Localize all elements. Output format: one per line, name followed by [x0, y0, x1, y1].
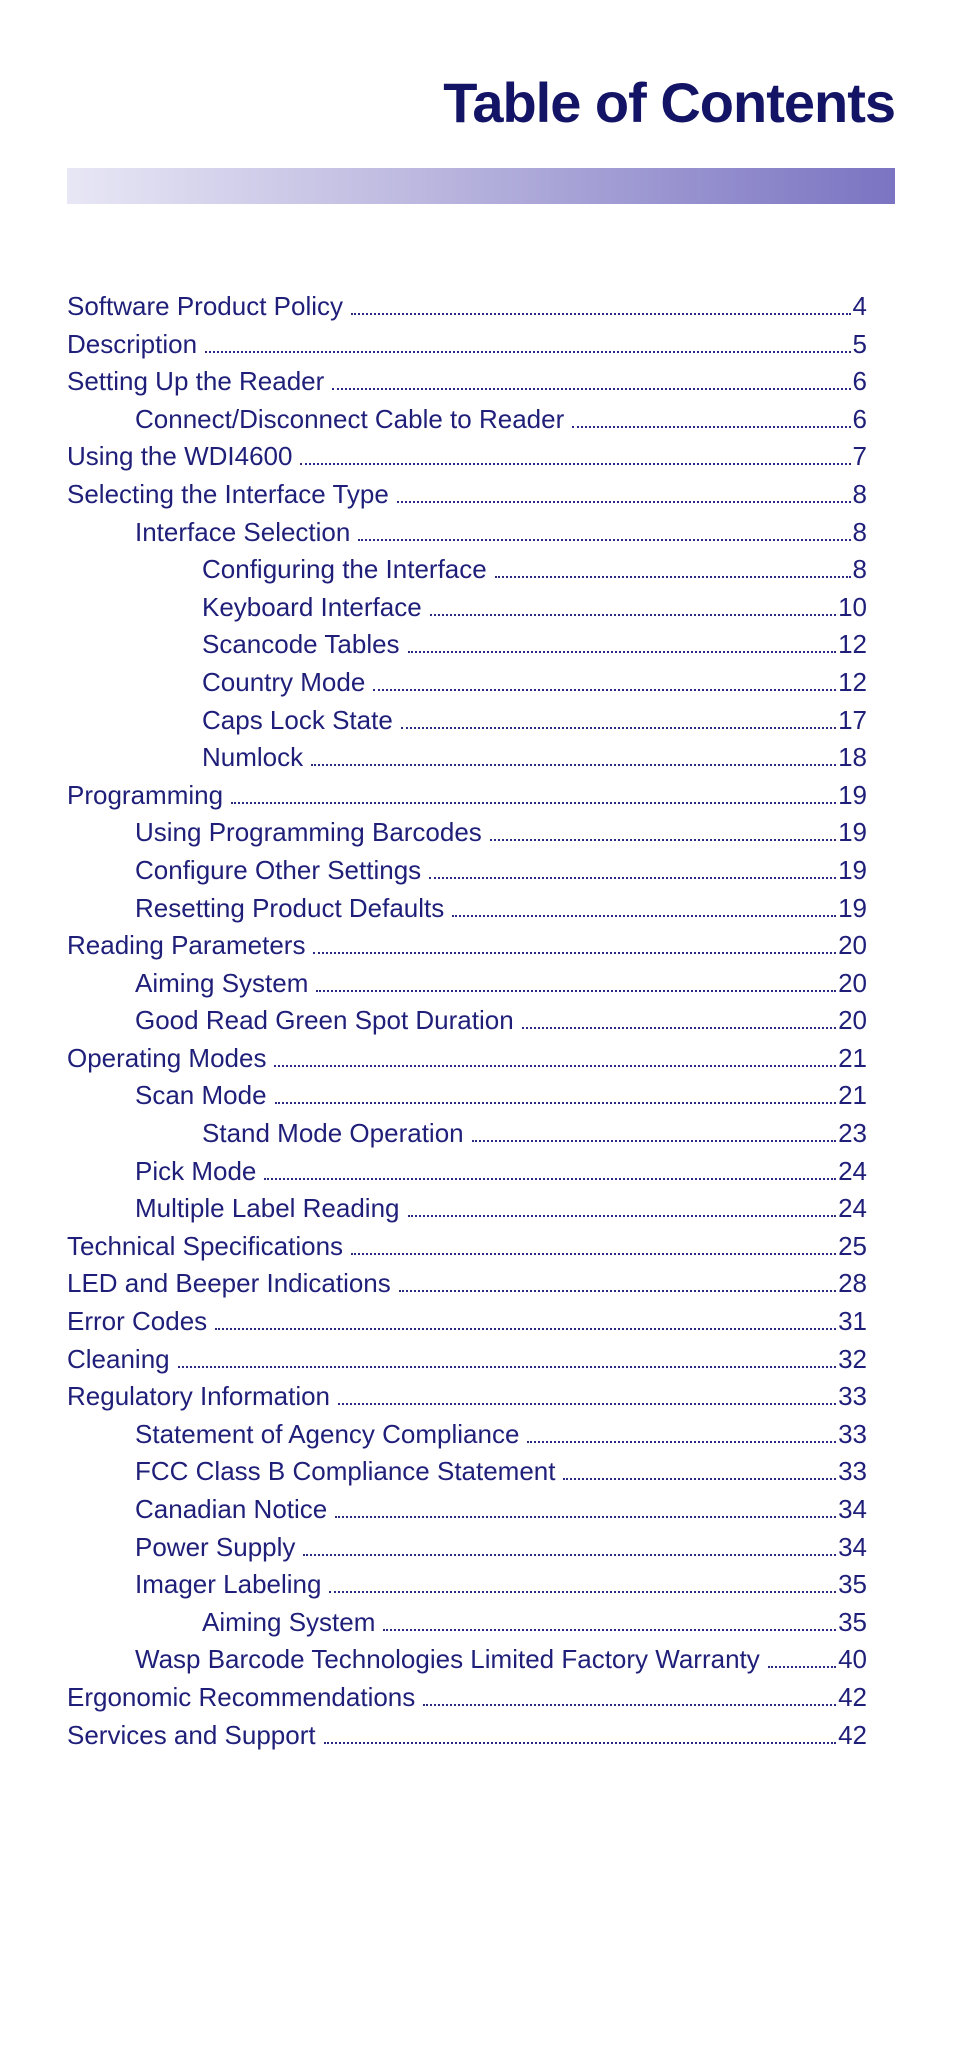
toc-entry[interactable] [67, 476, 867, 514]
toc-entry-label: Statement of Agency Compliance [135, 1418, 520, 1449]
toc-entry-page-number: 42 [838, 1719, 867, 1750]
toc-entry[interactable] [67, 1228, 867, 1266]
toc-entry-label: Scan Mode [135, 1080, 267, 1111]
toc-entry-page-number: 8 [852, 516, 867, 547]
toc-entry[interactable] [67, 1679, 867, 1717]
toc-dot-leader [768, 1666, 836, 1668]
toc-entry[interactable] [67, 1265, 867, 1303]
toc-entry[interactable] [67, 890, 867, 928]
toc-entry[interactable] [67, 739, 867, 777]
toc-entry-page-number: 35 [838, 1606, 867, 1637]
toc-dot-leader [408, 1215, 837, 1217]
toc-entry-page-number: 19 [838, 854, 867, 885]
toc-entry[interactable] [67, 1491, 867, 1529]
toc-dot-leader [332, 388, 850, 390]
toc-entry[interactable] [67, 965, 867, 1003]
toc-dot-leader [452, 915, 836, 917]
toc-entry-label: Interface Selection [135, 516, 351, 547]
toc-entry-label: Using the WDI4600 [67, 441, 293, 472]
toc-list [67, 288, 867, 1754]
toc-entry[interactable] [67, 1115, 867, 1153]
toc-dot-leader [522, 1027, 836, 1029]
toc-dot-leader [373, 689, 836, 691]
toc-entry[interactable] [67, 1153, 867, 1191]
toc-entry[interactable] [67, 1717, 867, 1755]
toc-entry-page-number: 42 [838, 1681, 867, 1712]
toc-entry-label: Regulatory Information [67, 1381, 331, 1412]
toc-entry-label: Resetting Product Defaults [135, 892, 445, 923]
toc-entry-label: Caps Lock State [202, 704, 393, 735]
toc-entry-page-number: 8 [852, 554, 867, 585]
toc-dot-leader [338, 1403, 836, 1405]
toc-entry[interactable] [67, 626, 867, 664]
toc-entry-label: Good Read Green Spot Duration [135, 1005, 514, 1036]
toc-dot-leader [429, 877, 836, 879]
toc-dot-leader [264, 1178, 836, 1180]
toc-entry-label: Selecting the Interface Type [67, 478, 389, 509]
toc-entry[interactable] [67, 814, 867, 852]
toc-entry[interactable] [67, 363, 867, 401]
toc-entry-label: Reading Parameters [67, 930, 306, 961]
toc-entry-page-number: 24 [838, 1193, 867, 1224]
toc-entry-label: Canadian Notice [135, 1494, 328, 1524]
toc-entry-label: Description [67, 328, 198, 359]
toc-entry[interactable] [67, 1566, 867, 1604]
toc-entry-label: Software Product Policy [67, 291, 344, 321]
toc-entry[interactable] [67, 326, 867, 364]
toc-entry-label: Imager Labeling [135, 1569, 322, 1600]
toc-entry[interactable] [67, 1604, 867, 1642]
toc-entry[interactable] [67, 514, 867, 552]
toc-entry[interactable] [67, 702, 867, 740]
toc-entry-page-number: 10 [838, 591, 867, 622]
toc-dot-leader [303, 1554, 836, 1556]
toc-entry-page-number: 33 [838, 1418, 867, 1449]
toc-entry[interactable] [67, 1416, 867, 1454]
toc-dot-leader [205, 351, 850, 353]
toc-entry-label: Pick Mode [135, 1155, 257, 1186]
toc-entry-page-number: 33 [838, 1381, 867, 1412]
toc-entry-page-number: 34 [838, 1494, 867, 1524]
toc-dot-leader [563, 1478, 836, 1480]
page-title: Table of Contents [443, 71, 895, 134]
toc-dot-leader [311, 764, 836, 766]
toc-entry[interactable] [67, 551, 867, 589]
toc-entry-page-number: 40 [838, 1644, 867, 1675]
toc-dot-leader [178, 1366, 836, 1368]
toc-dot-leader [358, 539, 850, 541]
toc-dot-leader [383, 1629, 836, 1631]
toc-entry[interactable] [67, 927, 867, 965]
toc-entry[interactable] [67, 1641, 867, 1679]
toc-entry-label: Multiple Label Reading [135, 1193, 400, 1224]
toc-entry-label: Programming [67, 779, 224, 810]
toc-entry-label: Power Supply [135, 1531, 296, 1562]
toc-dot-leader [215, 1328, 836, 1330]
toc-entry-label: Aiming System [135, 967, 309, 998]
toc-dot-leader [351, 1253, 836, 1255]
toc-dot-leader [313, 952, 836, 954]
toc-entry[interactable] [67, 664, 867, 702]
toc-entry-page-number: 6 [852, 366, 867, 397]
toc-dot-leader [335, 1516, 836, 1518]
toc-entry-page-number: 18 [838, 742, 867, 773]
toc-entry-page-number: 35 [838, 1569, 867, 1600]
toc-entry-page-number: 5 [852, 328, 867, 359]
toc-entry-page-number: 25 [838, 1230, 867, 1261]
toc-entry-page-number: 24 [838, 1155, 867, 1186]
toc-entry-page-number: 23 [838, 1118, 867, 1149]
toc-dot-leader [399, 1290, 836, 1292]
toc-entry-label: Setting Up the Reader [67, 366, 325, 397]
toc-entry-label: FCC Class B Compliance Statement [135, 1456, 556, 1487]
toc-dot-leader [430, 614, 836, 616]
toc-dot-leader [274, 1065, 836, 1067]
toc-entry-page-number: 21 [838, 1042, 867, 1073]
title-gradient-bar [67, 168, 895, 204]
toc-dot-leader [351, 313, 851, 315]
toc-entry-page-number: 7 [852, 441, 867, 472]
toc-entry-page-number: 21 [838, 1080, 867, 1111]
toc-entry-page-number: 12 [838, 666, 867, 697]
toc-entry-label: Connect/Disconnect Cable to Reader [135, 403, 565, 434]
toc-entry-page-number: 19 [838, 817, 867, 848]
toc-entry[interactable] [67, 852, 867, 890]
toc-entry-label: Ergonomic Recommendations [67, 1681, 416, 1712]
toc-entry-page-number: 31 [838, 1306, 867, 1337]
toc-entry-label: Services and Support [67, 1719, 316, 1750]
toc-entry-label: Country Mode [202, 666, 366, 697]
toc-entry-label: Stand Mode Operation [202, 1118, 464, 1149]
toc-entry[interactable] [67, 1378, 867, 1416]
toc-dot-leader [495, 576, 851, 578]
toc-entry-page-number: 4 [852, 291, 867, 321]
toc-entry[interactable] [67, 401, 867, 439]
toc-entry-label: Configuring the Interface [202, 554, 487, 585]
toc-dot-leader [231, 802, 836, 804]
toc-entry-page-number: 33 [838, 1456, 867, 1487]
toc-entry-page-number: 32 [838, 1343, 867, 1374]
toc-dot-leader [423, 1704, 836, 1706]
toc-dot-leader [572, 426, 850, 428]
toc-entry-label: Wasp Barcode Technologies Limited Factory Warranty [135, 1644, 760, 1675]
toc-dot-leader [408, 651, 837, 653]
toc-entry-page-number: 8 [852, 478, 867, 509]
toc-dot-leader [490, 839, 836, 841]
toc-entry-page-number: 20 [838, 930, 867, 961]
toc-entry-label: Numlock [202, 742, 304, 773]
toc-entry-page-number: 20 [838, 967, 867, 998]
toc-dot-leader [329, 1591, 836, 1593]
toc-entry-label: LED and Beeper Indications [67, 1268, 391, 1299]
toc-entry-label: Keyboard Interface [202, 591, 422, 622]
toc-entry-page-number: 20 [838, 1005, 867, 1036]
toc-entry-page-number: 34 [838, 1531, 867, 1562]
toc-entry-label: Error Codes [67, 1306, 208, 1337]
toc-dot-leader [527, 1441, 836, 1443]
toc-dot-leader [472, 1140, 836, 1142]
toc-dot-leader [275, 1102, 837, 1104]
toc-entry-label: Technical Specifications [67, 1230, 344, 1261]
toc-entry-page-number: 6 [852, 403, 867, 434]
toc-entry-page-number: 19 [838, 779, 867, 810]
toc-dot-leader [397, 501, 851, 503]
toc-entry[interactable] [67, 1077, 867, 1115]
toc-entry-label: Scancode Tables [202, 629, 400, 660]
toc-entry-label: Operating Modes [67, 1042, 267, 1073]
toc-entry-label: Using Programming Barcodes [135, 817, 482, 848]
toc-entry[interactable] [67, 288, 867, 326]
toc-entry[interactable] [67, 1341, 867, 1379]
toc-dot-leader [300, 463, 850, 465]
toc-entry-page-number: 17 [838, 704, 867, 735]
toc-entry-page-number: 12 [838, 629, 867, 660]
toc-entry-label: Aiming System [202, 1606, 376, 1637]
toc-entry[interactable] [67, 1040, 867, 1078]
toc-dot-leader [316, 990, 836, 992]
toc-entry[interactable] [67, 777, 867, 815]
toc-entry[interactable] [67, 589, 867, 627]
toc-entry[interactable] [67, 1453, 867, 1491]
toc-entry[interactable] [67, 1303, 867, 1341]
toc-entry[interactable] [67, 438, 867, 476]
toc-dot-leader [401, 727, 836, 729]
toc-entry[interactable] [67, 1529, 867, 1567]
toc-dot-leader [324, 1742, 836, 1744]
toc-entry-page-number: 19 [838, 892, 867, 923]
toc-entry-label: Cleaning [67, 1343, 170, 1374]
toc-entry-page-number: 28 [838, 1268, 867, 1299]
toc-entry-label: Configure Other Settings [135, 854, 422, 885]
toc-entry[interactable] [67, 1190, 867, 1228]
toc-entry[interactable] [67, 1002, 867, 1040]
